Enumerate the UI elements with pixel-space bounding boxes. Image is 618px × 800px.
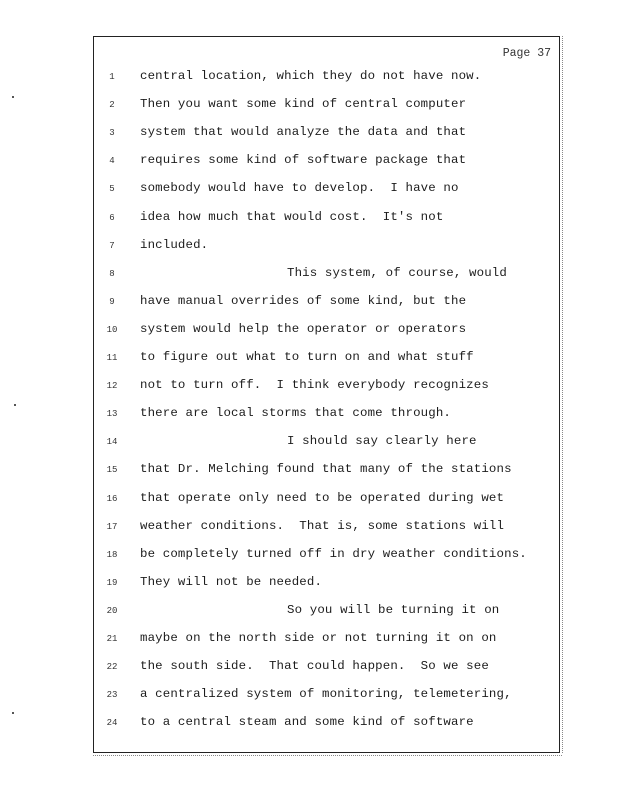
line-number: 8 xyxy=(109,268,115,279)
line-text: not to turn off. I think everybody recognizes xyxy=(140,378,489,393)
transcript-line xyxy=(94,547,561,567)
transcript-line xyxy=(94,266,561,286)
line-number: 24 xyxy=(106,718,118,729)
line-number: 3 xyxy=(109,128,115,139)
line-number: 9 xyxy=(109,296,115,307)
bottom-page-edge xyxy=(93,755,562,757)
transcript-line xyxy=(94,603,561,623)
line-text: system would help the operator or operators xyxy=(140,321,467,336)
transcript-line xyxy=(94,462,561,482)
line-number: 6 xyxy=(109,212,115,223)
line-number: 22 xyxy=(106,662,118,673)
right-page-edge xyxy=(562,36,564,753)
transcript-line xyxy=(94,687,561,707)
transcript-line xyxy=(94,97,561,117)
line-text: a centralized system of monitoring, telemetering, xyxy=(140,687,512,702)
line-text: weather conditions. That is, some stations will xyxy=(140,518,505,533)
transcript-line xyxy=(94,350,561,370)
line-number: 16 xyxy=(106,493,118,504)
line-number: 14 xyxy=(106,437,118,448)
line-number: 10 xyxy=(106,324,118,335)
line-number: 21 xyxy=(106,634,118,644)
transcript-line xyxy=(94,294,561,314)
line-text: system that would analyze the data and that xyxy=(140,125,467,140)
line-text: Then you want some kind of central computer xyxy=(140,97,467,112)
line-text: there are local storms that come through. xyxy=(140,406,452,421)
transcript-line xyxy=(94,210,561,230)
line-text: included. xyxy=(140,237,209,252)
line-text: maybe on the north side or not turning it on on xyxy=(140,631,497,645)
line-number: 1 xyxy=(109,72,115,82)
line-text: So you will be turning it on xyxy=(287,602,500,617)
transcript-line xyxy=(94,631,561,651)
line-number: 2 xyxy=(109,100,115,111)
line-text: be completely turned off in dry weather conditions. xyxy=(140,546,527,561)
transcript-line xyxy=(94,181,561,201)
transcript-line xyxy=(94,715,561,735)
line-text: have manual overrides of some kind, but the xyxy=(140,293,467,308)
line-text: This system, of course, would xyxy=(287,265,507,280)
scan-speck xyxy=(12,712,14,714)
transcript-line xyxy=(94,322,561,342)
line-number: 5 xyxy=(109,184,115,195)
transcript-line xyxy=(94,575,561,595)
transcript-page xyxy=(93,36,560,753)
transcript-line xyxy=(94,153,561,173)
line-number: 4 xyxy=(109,156,115,167)
line-number: 20 xyxy=(106,605,118,616)
line-text: to figure out what to turn on and what stuff xyxy=(140,350,474,364)
line-number: 11 xyxy=(106,353,118,363)
transcript-line xyxy=(94,434,561,454)
transcript-line xyxy=(94,659,561,679)
transcript-line xyxy=(94,69,561,89)
transcript-line xyxy=(94,519,561,539)
scan-speck xyxy=(12,96,14,98)
transcript-line xyxy=(94,378,561,398)
line-text: somebody would have to develop. I have no xyxy=(140,181,459,196)
line-number: 13 xyxy=(106,409,118,420)
transcript-line xyxy=(94,125,561,145)
line-text: They will not be needed. xyxy=(140,574,323,589)
line-number: 15 xyxy=(106,465,118,476)
transcript-line xyxy=(94,491,561,511)
line-number: 17 xyxy=(106,521,118,532)
transcript-line xyxy=(94,238,561,258)
line-text: central location, which they do not have now. xyxy=(140,69,482,83)
line-text: to a central steam and some kind of software xyxy=(140,715,474,730)
line-text: that operate only need to be operated during wet xyxy=(140,490,505,505)
scan-speck xyxy=(14,404,16,406)
line-number: 7 xyxy=(109,240,115,251)
line-number: 18 xyxy=(106,549,118,560)
transcript-line xyxy=(94,406,561,426)
line-text: idea how much that would cost. It's not xyxy=(140,209,444,224)
line-text: requires some kind of software package that xyxy=(140,153,467,168)
line-text: I should say clearly here xyxy=(287,434,477,449)
line-number: 12 xyxy=(106,381,118,392)
line-text: the south side. That could happen. So we see xyxy=(140,659,489,674)
line-text: that Dr. Melching found that many of the stations xyxy=(140,462,512,477)
line-number: 23 xyxy=(106,690,118,701)
line-number: 19 xyxy=(106,577,118,588)
page-number: Page 37 xyxy=(502,47,551,60)
